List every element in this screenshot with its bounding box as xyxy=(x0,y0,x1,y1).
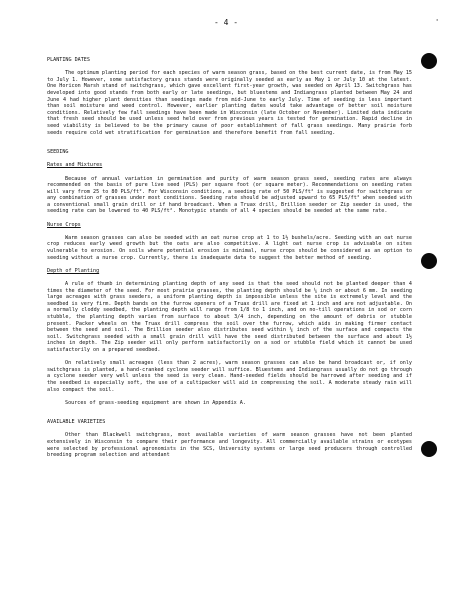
paragraph-depth-of-planting: A rule of thumb in determining planting depth of any seed is that the seed should not be planted deeper than 4 times the diameter of the seed. For most prairie grasses, the planting depth should be ¼ inch or about 6 mm. In seeding large acreages with grass seeders, a uniform planting depth is impossible unless the site is extremely level and the seedbed is very firm. Depth bands on the furrow openers of a Truax drill are fixed at 1 inch and are not adjustable. On a normally cloddy seedbed, the planting depth will range from 1/8 to 1 inch, and on no-till operations in sod or corn stubble, the planting depth varies from surface to about 3/4 inch, depending on the amount of debris or stubble present. Packer wheels on the Truax drill compress the soil over the furrow, which aids in making firmer contact between the seed and soil. The Brillion seeder also distributes seed within ¼ inch of the surface and compacts the soil. Switchgrass seeded with a small grain drill will have the seed distributed between the surface and about 1½ inches in depth. The Zip seeder will only perform satisfactorily on a sod or stubble field which it cannot be used satisfactorily on a prepared seedbed. xyxy=(47,281,412,353)
subheading-nurse-crops: Nurse Crops xyxy=(47,221,81,228)
paragraph-small-acreages: On relatively small acreages (less than 2 acres), warm season grasses can also be hand broadcast or, if only switchgrass is planted, a hand-cranked cyclone seeder will suffice. Bluestems and Indiangrass usually do not go through a cyclone seeder very well unless the seed is very clean. Hand-seeded fields should be harrowed after seeding and if the seedbed is especially soft, the use of a cultipacker will aid in compressing the soil. A moderate steady rain will also compact the soil. xyxy=(47,360,412,393)
section-heading-seeding: SEEDING xyxy=(47,149,69,156)
paragraph-nurse-crops: Warm season grasses can also be seeded with an oat nurse crop at 1 to 1½ bushels/acre. Seeding with an oat nurse crop reduces early weed growth but the oats are also competitive. A light oat nurse crop is advisable on sites vulnerable to erosion. On soils where potential erosion is minimal, nurse crops should be considered as an option to seeding without a nurse crop. Currently, there is inadequate data to suggest the better method of seeding. xyxy=(47,234,412,261)
section-heading-planting-dates: PLANTING DATES xyxy=(47,57,90,63)
document-body xyxy=(47,57,412,459)
paragraph-rates-and-mixtures: Because of annual variation in germination and purity of warm season grass seed, seeding rates are always recommended on the basis of pure live seed (PLS) per square foot (or square meter). Recommendations on seeding rates will vary from 25 to 80 PLS/ft². For Wisconsin conditions, a seeding rate of 50 PLS/ft² is suggested for switchgrass or any combination of grasses under most conditions. Seeding rate should be adjusted upward to 65 PLS/ft² when seeded with a conventional small grain drill or if hand broadcast. When a Truax drill, Brillion seeder or Zip seeder is used, the seeding rate can be lowered to 40 PLS/ft². Monotypic stands of all 4 species should be seeded at the same rate. xyxy=(47,175,412,215)
page-number: - 4 - xyxy=(213,18,239,27)
paragraph-planting-dates: The optimum planting period for each species of warm season grass, based on the best current date, is from May 15 to July 1. However, some satisfactory grass stands were originally seeded as early as May 1 or July 10 at the latest. One Horicon Marsh stand of switchgrass, which gave excellent first-year growth, was seeded on April 13. Switchgrass has developed into good stands from both early or late seedings, but bluestems and Indiangrass planted between May 24 and June 4 had higher plant densities than seedings made from mid-June to early July. Time of seeding is less important than soil moisture and weed control. However, earlier planting dates would take advantage of better soil moisture conditions. Relatively few fall seedings have been made in Wisconsin (late October or November). Limited data indicate that fresh seed should be used unless seed held over from previous years is tested for germination. Rapid decline in seed viability is believed to be the primary cause of poor establishment of fall grass seedings. Many prairie forb seeds require cold wet stratification for germination and therefore benefit from fall seeding. xyxy=(47,70,412,136)
subheading-rates-and-mixtures: Rates and Mixtures xyxy=(47,162,103,169)
punch-hole-top xyxy=(421,53,437,69)
paragraph-available-varieties: Other than Blackwell switchgrass, most available varieties of warm season grasses have not been planted extensively in Wisconsin to compare their performance and longevity. All commercially available strains or ecotypes were selected by professional agronomists in the SCS, University systems or large seed producers through controlled breeding program selection and attendant xyxy=(47,432,412,459)
paragraph-equipment-sources: Sources of grass-seeding equipment are shown in Appendix A. xyxy=(65,399,246,406)
punch-hole-bottom xyxy=(421,441,437,457)
punch-hole-middle xyxy=(421,253,437,269)
subheading-depth-of-planting: Depth of Planting xyxy=(47,267,100,274)
corner-mark: ' xyxy=(435,18,440,26)
section-heading-available-varieties: AVAILABLE VARIETIES xyxy=(47,419,106,426)
